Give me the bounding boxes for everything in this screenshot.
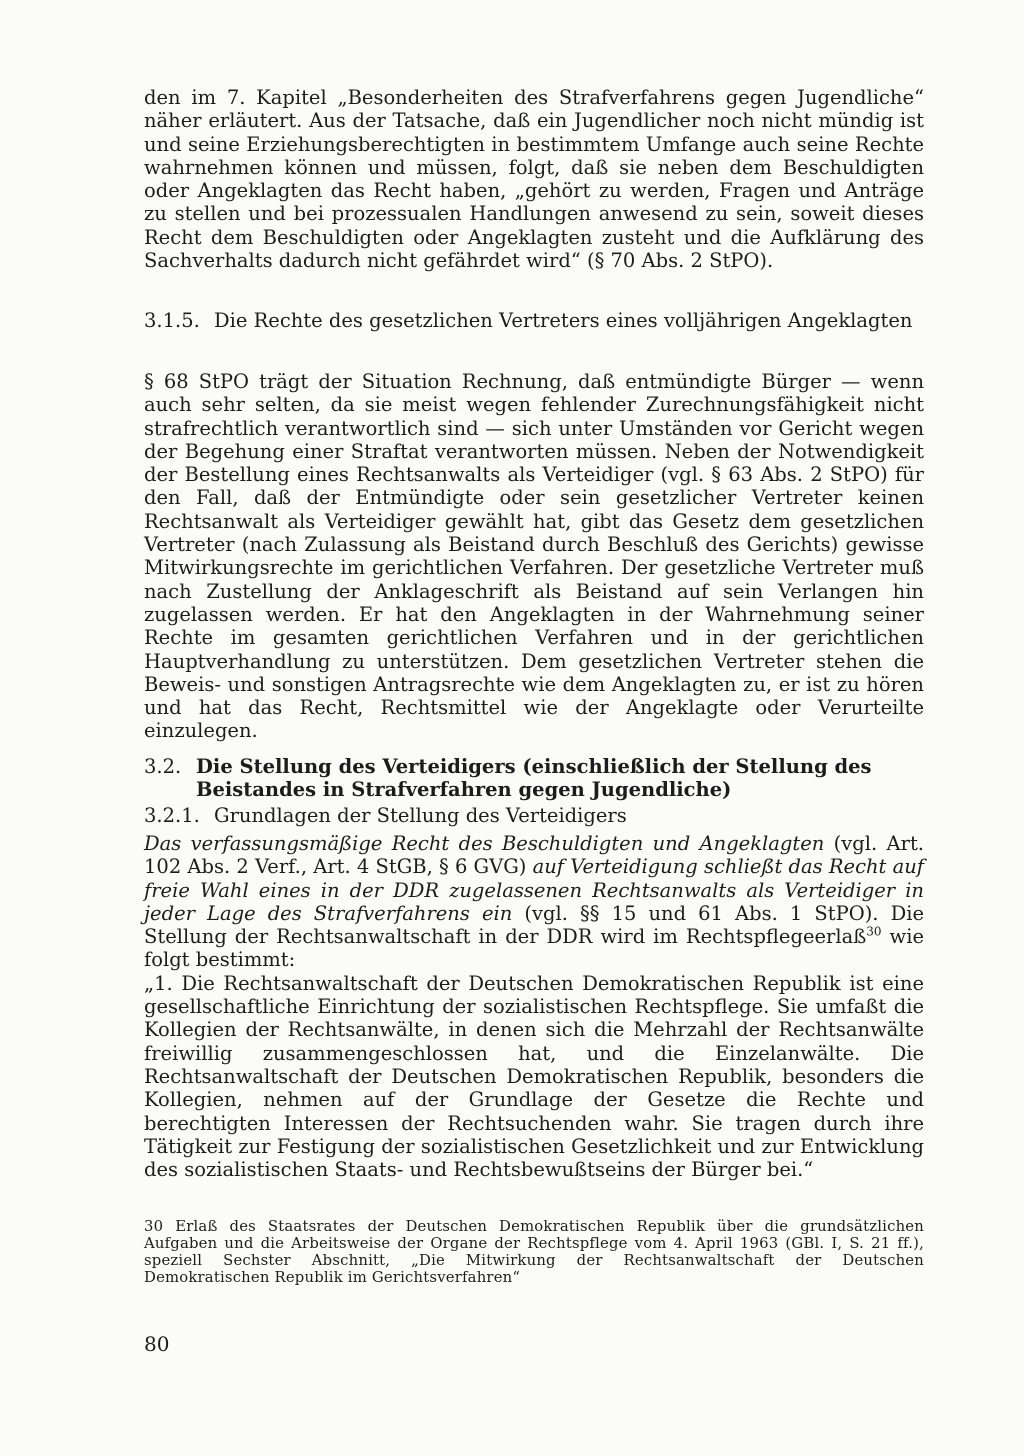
paragraph-defense-right bbox=[144, 832, 924, 972]
footnote: 30 Erlaß des Staatsrates der Deutschen Demokratischen Republik über die grundsätzlichen Aufgaben und die Arbeitsweise der Organe der Rechtspflege vom 4. April 1963 (GBl. I, S. 21 ff.), speziell Sechster Abschnitt, „Die Mitwirkung der Rechtsanwaltschaft der Deutschen Demokratischen Republik im Gerichtsverfahren“ bbox=[144, 1217, 924, 1287]
section-title: Die Rechte des gesetzlichen Vertreters eines volljährigen Angeklagten bbox=[214, 309, 913, 332]
reference-text: (vgl. §§ 15 und 61 Abs. 1 StPO). Die Stellung der Rechtsanwaltschaft in der DDR wird im Rechtspflegeerlaß bbox=[144, 901, 924, 949]
footnote-marker: 30 bbox=[866, 924, 882, 939]
section-title: Grundlagen der Stellung des Verteidigers bbox=[214, 804, 627, 827]
body-text: wie folgt bestimmt: bbox=[144, 925, 924, 972]
page-number: 80 bbox=[144, 1332, 170, 1356]
page-body bbox=[144, 86, 924, 1287]
paragraph-legal-representative: § 68 StPO trägt der Situation Rechnung, daß entmündigte Bürger — wenn auch sehr selten, da sie meist wegen fehlender Zurechnungsfähigkeit nicht strafrechtlich verantwortlich sind — sich unter Umständen vor Gericht wegen der Begehung einer Straftat verantworten müssen. Neben der Notwendigkeit der Bestellung eines Rechtsanwalts als Verteidiger (vgl. § 63 Abs. 2 StPO) für den Fall, daß der Entmündigte oder sein gesetzlicher Vertreter keinen Rechtsanwalt als Verteidiger gewählt hat, gibt das Gesetz dem gesetzlichen Vertreter (nach Zulassung als Beistand durch Beschluß des Gerichts) gewisse Mitwirkungsrechte im gerichtlichen Verfahren. Der gesetzliche Vertreter muß nach Zustellung der Anklageschrift als Beistand auf sein Verlangen hin zugelassen werden. Er hat den Angeklagten in der Wahrnehmung seiner Rechte im gesamten gerichtlichen Verfahren und in der gerichtlichen Hauptverhandlung zu unterstützen. Dem gesetzlichen Vertreter stehen die Beweis- und sonstigen Antragsrechte wie dem Angeklagten zu, er ist zu hören und hat das Recht, Rechtsmittel wie der Angeklagte oder Verurteilte einzulegen. bbox=[144, 370, 924, 743]
section-number: 3.2.1. bbox=[144, 804, 200, 827]
quotation-block: „1. Die Rechtsanwaltschaft der Deutschen Demokratischen Republik ist eine gesellschaftliche Einrichtung der sozialistischen Rechtspflege. Sie umfaßt die Kollegien der Rechtsanwälte, in denen sich die Mehrzahl der Rechtsanwälte freiwillig zusammengeschlossen hat, und die Einzelanwälte. Die Rechtsanwaltschaft der Deutschen Demokratischen Republik, besonders die Kollegien, nehmen auf der Grundlage der Gesetze die Rechte und berechtigten Interessen der Rechtsuchenden wahr. Sie tragen durch ihre Tätigkeit zur Festigung der sozialistischen Gesetzlichkeit und zur Entwicklung des sozialistischen Staats- und Rechtsbewußtseins der Bürger bei.“ bbox=[144, 971, 924, 1182]
section-title: Die Stellung des Verteidigers (einschließlich der Stellung des Beistandes in Strafverfahren gegen Jugendliche) bbox=[196, 755, 872, 802]
section-heading-3-1-5 bbox=[144, 309, 924, 356]
emphasis-text: auf Verteidigung schließt das Recht auf freie Wahl eines in der DDR zugelassenen Rechtsanwalts als Verteidiger in jeder Lage des Strafverfahrens ein bbox=[144, 855, 924, 925]
section-heading-3-2 bbox=[144, 755, 924, 803]
emphasis-text: Das verfassungsmäßige Recht des Beschuldigten und Angeklagten bbox=[144, 832, 825, 855]
section-heading-3-2-1 bbox=[144, 804, 924, 829]
reference-text: (vgl. Art. 102 Abs. 2 Verf., Art. 4 StGB, § 6 GVG) bbox=[144, 832, 924, 879]
paragraph-juvenile-rights: den im 7. Kapitel „Besonderheiten des Strafverfahrens gegen Jugendliche“ näher erläutert. Aus der Tatsache, daß ein Jugendlicher noch nicht mündig ist und seine Erziehungsberechtigten in bestimmtem Umfange auch seine Rechte wahrnehmen können und müssen, folgt, daß sie neben dem Beschuldigten oder Angeklagten das Recht haben, „gehört zu werden, Fragen und Anträge zu stellen und bei prozessualen Handlungen anwesend zu sein, soweit dieses Recht dem Beschuldigten oder Angeklagten zusteht und die Aufklärung des Sachverhalts dadurch nicht gefährdet wird“ (§ 70 Abs. 2 StPO). bbox=[144, 86, 924, 273]
section-number: 3.1.5. bbox=[144, 309, 200, 332]
section-number: 3.2. bbox=[144, 755, 182, 778]
